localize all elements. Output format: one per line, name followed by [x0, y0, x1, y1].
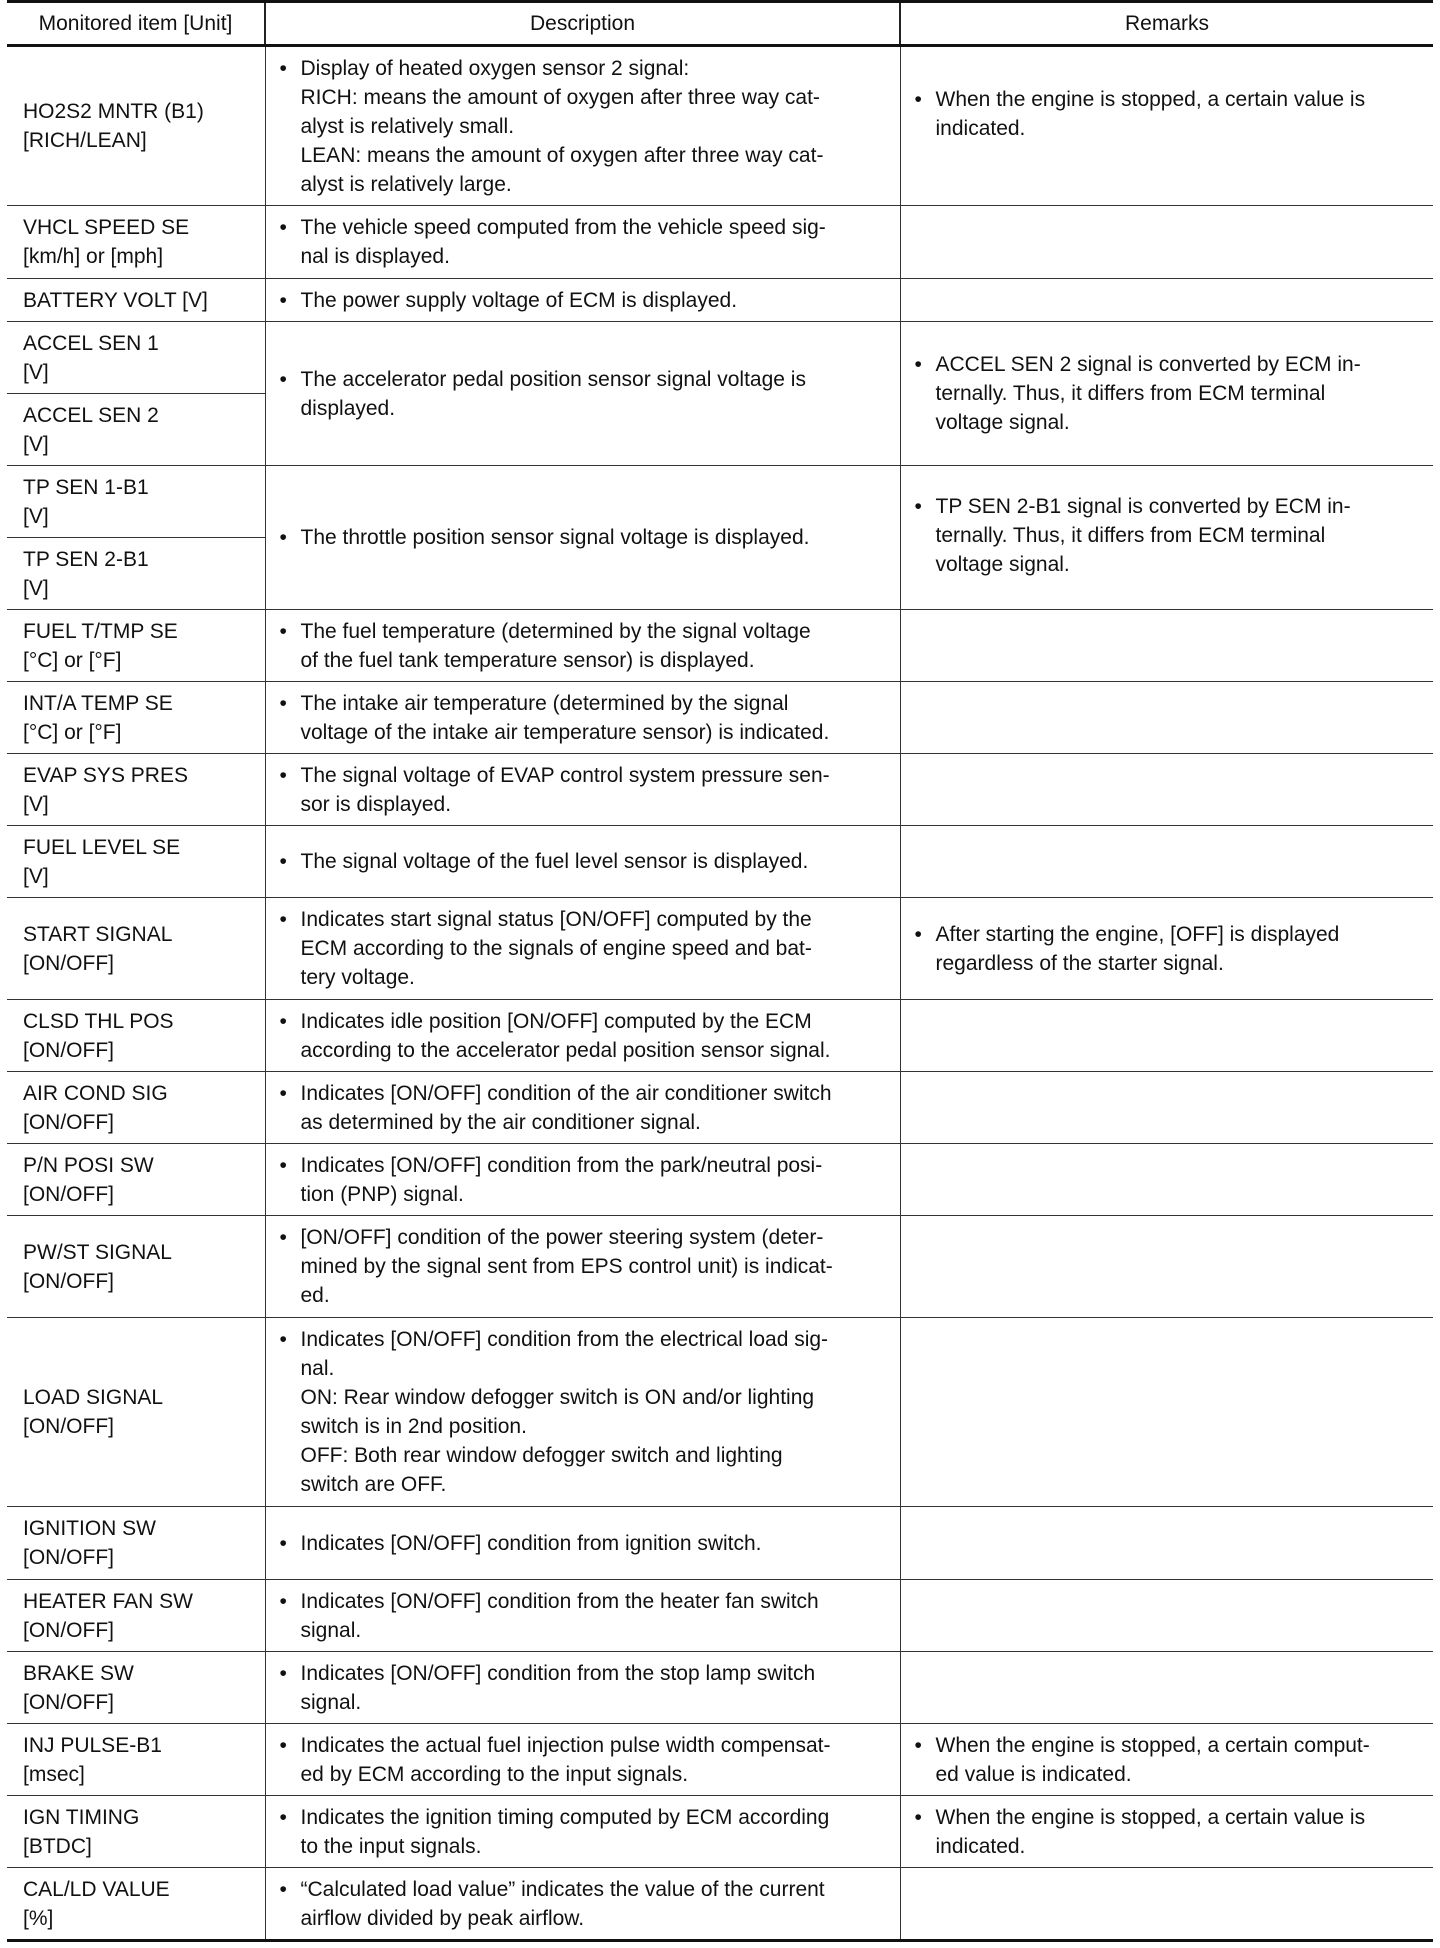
description-cell [265, 1216, 900, 1318]
description-line: as determined by the air conditioner signal. [300, 1110, 701, 1134]
description-bullet [280, 1325, 894, 1499]
table-row [7, 1724, 1433, 1796]
description-line: • The signal voltage of the fuel level sensor is displayed. [300, 850, 809, 873]
table-row [7, 466, 1433, 538]
remarks-bullet [915, 85, 1428, 143]
monitored-item-cell [7, 394, 265, 466]
remarks-line: • When the engine is stopped, a certain value is [935, 88, 1366, 111]
item-name: TP SEN 1-B1 [23, 475, 149, 499]
item-name: CAL/LD VALUE [23, 1877, 170, 1901]
description-bullet [280, 905, 894, 992]
description-cell [265, 322, 900, 466]
item-unit: [RICH/LEAN] [23, 129, 147, 152]
remarks-cell [900, 826, 1433, 898]
description-bullet [280, 617, 894, 675]
item-name: FUEL LEVEL SE [23, 835, 181, 859]
monitored-item-cell [7, 1318, 265, 1507]
description-line: alyst is relatively large. [300, 172, 512, 196]
description-line: • Indicates start signal status [ON/OFF] computed by the [300, 908, 812, 931]
description-line: • Display of heated oxygen sensor 2 signal: [300, 56, 690, 80]
monitored-item-cell [7, 898, 265, 1000]
description-line: according to the accelerator pedal position sensor signal. [300, 1038, 831, 1062]
description-line: • Indicates the actual fuel injection pulse width compensat- [300, 1733, 831, 1757]
item-unit: [V] [23, 864, 49, 888]
description-line: signal. [300, 1618, 362, 1642]
remarks-line: indicated. [935, 117, 1026, 140]
monitored-item-cell [7, 1144, 265, 1216]
remarks-line: regardless of the starter signal. [935, 951, 1224, 975]
item-name: IGN TIMING [23, 1805, 140, 1829]
header-description: Description [265, 2, 900, 46]
description-line: • [ON/OFF] condition of the power steering system (deter- [300, 1226, 824, 1249]
description-cell [265, 1072, 900, 1144]
item-unit: [BTDC] [23, 1834, 92, 1858]
item-name: AIR COND SIG [23, 1081, 168, 1105]
item-unit: [V] [23, 576, 49, 600]
item-name: ACCEL SEN 1 [23, 331, 159, 355]
monitored-item-cell [7, 1580, 265, 1652]
description-line: • The vehicle speed computed from the vehicle speed sig- [300, 216, 826, 239]
remarks-cell [900, 466, 1433, 610]
header-remarks: Remarks [900, 2, 1433, 46]
description-line: tery voltage. [300, 966, 415, 989]
description-line: • The throttle position sensor signal voltage is displayed. [300, 526, 810, 549]
description-bullet [280, 1529, 894, 1558]
table-row [7, 682, 1433, 754]
description-line: sor is displayed. [300, 792, 452, 816]
description-line: signal. [300, 1690, 362, 1714]
description-line: to the input signals. [300, 1834, 482, 1858]
description-bullet [280, 213, 894, 271]
description-line: of the fuel tank temperature sensor) is displayed. [300, 648, 755, 672]
item-unit: [ON/OFF] [23, 1618, 114, 1642]
monitored-item-cell [7, 466, 265, 538]
item-name: INJ PULSE-B1 [23, 1733, 162, 1757]
remarks-bullet [915, 920, 1428, 978]
description-bullet [280, 1587, 894, 1645]
header-monitored-item: Monitored item [Unit] [7, 2, 265, 46]
description-line: • The power supply voltage of ECM is displayed. [300, 288, 738, 312]
description-line: tion (PNP) signal. [300, 1182, 464, 1206]
description-line: nal is displayed. [300, 245, 450, 268]
description-line: • Indicates idle position [ON/OFF] computed by the ECM [300, 1009, 812, 1033]
remarks-cell [900, 898, 1433, 1000]
remarks-cell [900, 1216, 1433, 1318]
remarks-cell [900, 1318, 1433, 1507]
description-cell [265, 826, 900, 898]
item-unit: [ON/OFF] [23, 1546, 114, 1569]
description-cell [265, 1724, 900, 1796]
description-cell [265, 206, 900, 279]
description-cell [265, 279, 900, 322]
description-line: switch is in 2nd position. [300, 1415, 527, 1438]
item-unit: [km/h] or [mph] [23, 245, 164, 268]
remarks-cell [900, 46, 1433, 206]
table-row [7, 1000, 1433, 1072]
item-unit: [msec] [23, 1762, 85, 1786]
item-name: START SIGNAL [23, 922, 173, 946]
description-bullet [280, 689, 894, 747]
table-row [7, 826, 1433, 898]
item-name: IGNITION SW [23, 1517, 156, 1540]
description-line: nal. [300, 1357, 335, 1380]
description-line: displayed. [300, 396, 396, 420]
remarks-line: • After starting the engine, [OFF] is displayed [935, 922, 1340, 946]
item-name: HEATER FAN SW [23, 1589, 193, 1613]
monitored-item-cell [7, 682, 265, 754]
remarks-cell [900, 206, 1433, 279]
description-line: • Indicates [ON/OFF] condition of the air conditioner switch [300, 1081, 832, 1105]
monitored-item-cell [7, 1507, 265, 1580]
table-row [7, 1580, 1433, 1652]
monitored-item-cell [7, 826, 265, 898]
description-line: • “Calculated load value” indicates the value of the current [300, 1877, 825, 1901]
item-name: BRAKE SW [23, 1661, 134, 1685]
description-line: • Indicates [ON/OFF] condition from the electrical load sig- [300, 1328, 829, 1351]
table-row [7, 1216, 1433, 1318]
table-row [7, 322, 1433, 394]
item-unit: [V] [23, 792, 49, 816]
item-name: ACCEL SEN 2 [23, 403, 159, 427]
description-cell [265, 682, 900, 754]
item-unit: [ON/OFF] [23, 951, 114, 975]
monitored-item-cell [7, 206, 265, 279]
description-line: • Indicates the ignition timing computed by ECM according [300, 1805, 830, 1829]
item-name: LOAD SIGNAL [23, 1386, 164, 1409]
monitor-item-table [7, 0, 1433, 1942]
remarks-bullet [915, 1803, 1428, 1861]
monitored-item-cell [7, 46, 265, 206]
description-line: ed. [300, 1284, 330, 1307]
remarks-line: • When the engine is stopped, a certain comput- [935, 1733, 1370, 1757]
item-name: INT/A TEMP SE [23, 691, 173, 715]
description-bullet [280, 761, 894, 819]
remarks-cell [900, 1507, 1433, 1580]
description-bullet [280, 365, 894, 423]
description-cell [265, 1507, 900, 1580]
remarks-line: • When the engine is stopped, a certain value is [935, 1805, 1366, 1829]
remarks-cell [900, 1580, 1433, 1652]
description-line: • The accelerator pedal position sensor signal voltage is [300, 367, 806, 391]
remarks-cell [900, 1868, 1433, 1941]
table-header-row [7, 2, 1433, 46]
item-name: TP SEN 2-B1 [23, 547, 149, 571]
description-cell [265, 1318, 900, 1507]
description-line: • The signal voltage of EVAP control system pressure sen- [300, 763, 830, 787]
monitored-item-cell [7, 1216, 265, 1318]
remarks-cell [900, 279, 1433, 322]
item-unit: [%] [23, 1906, 54, 1930]
description-line: • Indicates [ON/OFF] condition from the park/neutral posi- [300, 1153, 823, 1177]
remarks-cell [900, 682, 1433, 754]
monitored-item-cell [7, 538, 265, 610]
description-bullet [280, 1875, 894, 1933]
description-bullet [280, 1007, 894, 1065]
remarks-bullet [915, 492, 1428, 579]
item-name: VHCL SPEED SE [23, 216, 190, 239]
remarks-line: voltage signal. [935, 553, 1070, 576]
remarks-cell [900, 322, 1433, 466]
description-cell [265, 754, 900, 826]
remarks-line: indicated. [935, 1834, 1026, 1858]
monitored-item-cell [7, 279, 265, 322]
item-name: FUEL T/TMP SE [23, 619, 178, 643]
description-line: mined by the signal sent from EPS control unit) is indicat- [300, 1255, 833, 1278]
remarks-line: ternally. Thus, it differs from ECM terminal [935, 524, 1326, 547]
remarks-cell [900, 1724, 1433, 1796]
item-unit: [°C] or [°F] [23, 648, 122, 672]
monitored-item-cell [7, 322, 265, 394]
table-row [7, 1072, 1433, 1144]
remarks-line: ed value is indicated. [935, 1762, 1132, 1786]
description-bullet [280, 847, 894, 876]
description-cell [265, 1144, 900, 1216]
remarks-line: voltage signal. [935, 411, 1070, 434]
description-bullet [280, 54, 894, 199]
description-cell [265, 1796, 900, 1868]
item-name: PW/ST SIGNAL [23, 1240, 172, 1264]
description-cell [265, 1580, 900, 1652]
remarks-cell [900, 1796, 1433, 1868]
description-cell [265, 466, 900, 610]
item-name: P/N POSI SW [23, 1153, 154, 1177]
description-line: • The intake air temperature (determined by the signal [300, 691, 789, 715]
remarks-bullet [915, 1731, 1428, 1789]
description-line: ECM according to the signals of engine speed and bat- [300, 937, 812, 960]
item-unit: [ON/OFF] [23, 1415, 114, 1438]
remarks-cell [900, 610, 1433, 682]
item-unit: [V] [23, 360, 49, 384]
item-name: CLSD THL POS [23, 1009, 174, 1033]
description-line: alyst is relatively small. [300, 114, 515, 138]
item-unit: [ON/OFF] [23, 1690, 114, 1714]
monitored-item-cell [7, 1000, 265, 1072]
remarks-cell [900, 1144, 1433, 1216]
description-bullet [280, 1803, 894, 1861]
monitored-item-cell [7, 610, 265, 682]
item-unit: [ON/OFF] [23, 1038, 114, 1062]
table-row [7, 1652, 1433, 1724]
table-row [7, 754, 1433, 826]
description-cell [265, 46, 900, 206]
description-cell [265, 1652, 900, 1724]
table-row [7, 279, 1433, 322]
description-line: voltage of the intake air temperature sensor) is indicated. [300, 720, 830, 744]
remarks-cell [900, 754, 1433, 826]
monitored-item-cell [7, 1072, 265, 1144]
remarks-line: • ACCEL SEN 2 signal is converted by ECM in- [935, 353, 1361, 376]
description-bullet [280, 1151, 894, 1209]
remarks-line: ternally. Thus, it differs from ECM terminal [935, 382, 1326, 405]
table-row [7, 610, 1433, 682]
table-row [7, 1868, 1433, 1941]
monitored-item-cell [7, 1724, 265, 1796]
description-cell [265, 1868, 900, 1941]
description-bullet [280, 1731, 894, 1789]
description-line: • Indicates [ON/OFF] condition from the heater fan switch [300, 1589, 819, 1613]
table-row [7, 206, 1433, 279]
item-unit: [V] [23, 432, 49, 456]
remarks-cell [900, 1000, 1433, 1072]
description-bullet [280, 1079, 894, 1137]
description-line: OFF: Both rear window defogger switch and lighting [300, 1444, 783, 1467]
description-line: • Indicates [ON/OFF] condition from the stop lamp switch [300, 1661, 816, 1685]
description-line: ON: Rear window defogger switch is ON and/or lighting [300, 1386, 815, 1409]
item-name: HO2S2 MNTR (B1) [23, 100, 204, 123]
description-line: ed by ECM according to the input signals. [300, 1762, 689, 1786]
item-unit: [V] [23, 504, 49, 528]
monitored-item-cell [7, 754, 265, 826]
description-line: LEAN: means the amount of oxygen after three way cat- [300, 143, 824, 167]
description-cell [265, 1000, 900, 1072]
description-line: • The fuel temperature (determined by the signal voltage [300, 619, 811, 643]
table-row [7, 1796, 1433, 1868]
description-bullet [280, 1223, 894, 1310]
description-line: switch are OFF. [300, 1473, 447, 1496]
item-unit: [ON/OFF] [23, 1182, 114, 1206]
table-row [7, 1507, 1433, 1580]
remarks-cell [900, 1652, 1433, 1724]
table-row [7, 1144, 1433, 1216]
item-name: EVAP SYS PRES [23, 763, 188, 787]
remarks-bullet [915, 350, 1428, 437]
description-bullet [280, 523, 894, 552]
remarks-line: • TP SEN 2-B1 signal is converted by ECM in- [935, 495, 1351, 518]
description-cell [265, 610, 900, 682]
monitored-item-cell [7, 1796, 265, 1868]
monitored-item-cell [7, 1868, 265, 1941]
remarks-cell [900, 1072, 1433, 1144]
description-bullet [280, 286, 894, 315]
item-unit: [ON/OFF] [23, 1269, 114, 1293]
description-line: • Indicates [ON/OFF] condition from ignition switch. [300, 1531, 762, 1555]
table-row [7, 1318, 1433, 1507]
item-unit: [ON/OFF] [23, 1110, 114, 1134]
table-row [7, 46, 1433, 206]
description-line: RICH: means the amount of oxygen after three way cat- [300, 85, 820, 109]
description-line: airflow divided by peak airflow. [300, 1906, 585, 1930]
monitored-item-cell [7, 1652, 265, 1724]
description-bullet [280, 1659, 894, 1717]
item-name: BATTERY VOLT [V] [23, 288, 208, 312]
description-cell [265, 898, 900, 1000]
item-unit: [°C] or [°F] [23, 720, 122, 744]
table-row [7, 898, 1433, 1000]
